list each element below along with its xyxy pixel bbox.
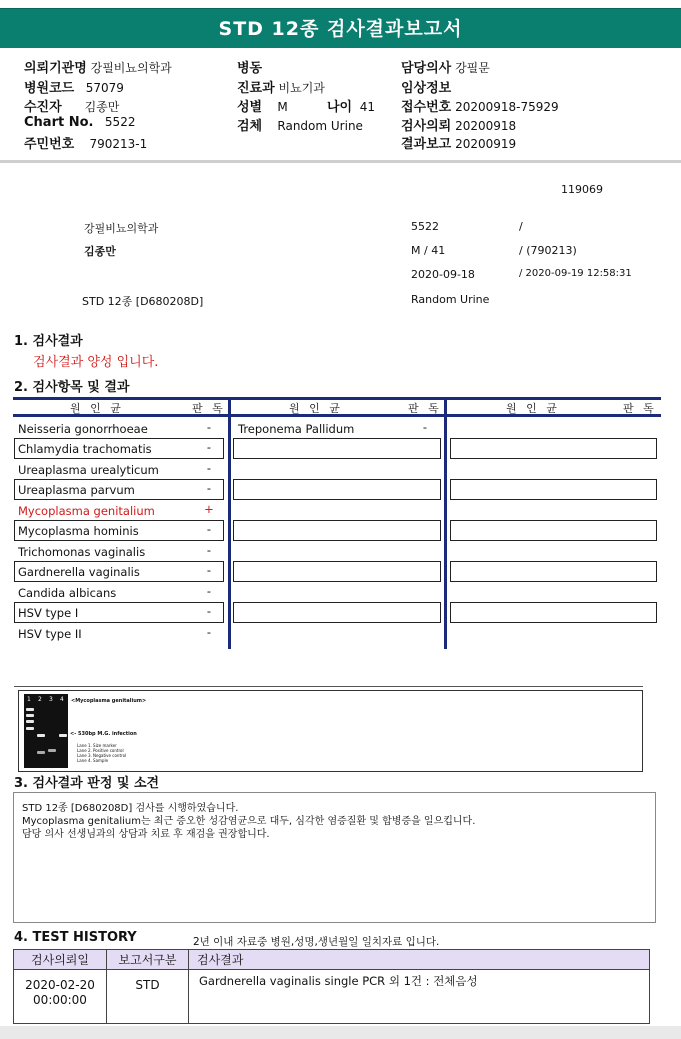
gel-legend: Lane 1. Size marker (77, 743, 117, 748)
gel-band (26, 720, 34, 723)
organism-name: Treponema Pallidum (238, 422, 355, 436)
organism-result: - (422, 420, 428, 434)
table-col-divider-1 (228, 397, 231, 649)
organism-name: Trichomonas vaginalis (18, 545, 146, 559)
history-header-date: 검사의뢰일 (14, 950, 107, 970)
gel-band (26, 727, 34, 730)
gel-image (24, 694, 68, 768)
organism-name: Candida albicans (18, 586, 117, 600)
section-2-title: 2. 검사항목 및 결과 (14, 380, 130, 395)
print-birth: / (790213) (519, 244, 577, 257)
print-test: STD 12종 [D680208D] (82, 295, 204, 308)
print-specimen: Random Urine (411, 293, 490, 306)
report-id: 119069 (561, 183, 603, 196)
empty-cell (450, 438, 657, 459)
history-type: STD (107, 970, 189, 1024)
th-organism-3: 원 인 균 (506, 402, 560, 415)
organism-result: - (206, 584, 212, 598)
organism-name: HSV type I (18, 606, 79, 620)
gel-band (37, 734, 45, 737)
organism-name: Gardnerella vaginalis (18, 565, 140, 579)
gel-legend: Lane 3. Negative control (77, 753, 127, 758)
organism-result: - (206, 625, 212, 639)
organism-result: - (206, 461, 212, 475)
organism-name: Mycoplasma hominis (18, 524, 139, 538)
gel-figure (18, 690, 643, 772)
opinion-line: STD 12종 [D680208D] 검사를 시행하였습니다. (22, 803, 239, 814)
th-judge-2: 판 독 (408, 402, 442, 415)
empty-cell (450, 561, 657, 582)
print-date: 2020-09-18 (411, 268, 475, 281)
table-col-divider-2 (444, 397, 447, 649)
header-receipt-no: 접수번호 20200918-75929 (401, 100, 559, 115)
header-ward: 병동 (237, 61, 263, 76)
organism-result-positive: + (204, 502, 214, 516)
history-date: 2020-02-20 (25, 978, 95, 992)
print-hospital: 강필비뇨의학과 (84, 222, 159, 235)
history-header-type: 보고서구분 (107, 950, 189, 970)
organism-result: - (206, 563, 212, 577)
opinion-line: 담당 의사 선생님과의 상담과 치료 후 재검을 권장합니다. (22, 829, 270, 840)
organism-result: - (206, 522, 212, 536)
empty-cell (233, 602, 441, 623)
gel-band (48, 749, 56, 752)
print-sex-age: M / 41 (411, 244, 446, 257)
empty-cell (450, 520, 657, 541)
print-patient: 김종만 (84, 245, 116, 258)
header-resident-no: 주민번호 790213-1 (24, 137, 148, 152)
gel-legend: Lane 2. Positive control (77, 748, 124, 753)
th-organism-1: 원 인 균 (70, 402, 124, 415)
gel-band (59, 734, 67, 737)
section-1-title: 1. 검사결과 (14, 334, 83, 349)
organism-result: - (206, 543, 212, 557)
header-hospital: 의뢰기관명 강필비뇨의학과 (24, 61, 172, 76)
header-dept: 진료과 비뇨기과 (237, 81, 325, 96)
section-3-title: 3. 검사결과 판정 및 소견 (14, 776, 160, 791)
header-specimen: 검체 Random Urine (237, 119, 363, 134)
gel-band (26, 708, 34, 711)
header-patient: 수진자 김종만 (24, 100, 120, 115)
organism-name-positive: Mycoplasma genitalium (18, 504, 155, 518)
empty-cell (233, 520, 441, 541)
gel-top-line (14, 686, 643, 687)
organism-result: - (206, 481, 212, 495)
gel-legend: Lane 4. Sample (77, 758, 109, 763)
gel-band (37, 751, 45, 754)
header-request-date: 검사의뢰 20200918 (401, 119, 517, 134)
empty-cell (450, 602, 657, 623)
empty-cell (233, 438, 441, 459)
print-chart: 5522 (411, 220, 439, 233)
organism-name: HSV type II (18, 627, 82, 641)
header-age: 나이 41 (327, 100, 376, 115)
history-row (14, 970, 650, 1024)
print-datetime: / 2020-09-19 12:58:31 (519, 268, 632, 279)
history-result: Gardnerella vaginalis single PCR 외 1건 : 전체음성 (189, 970, 650, 1024)
organism-name: Ureaplasma parvum (18, 483, 135, 497)
report-title: STD 12종 검사결과보고서 (218, 18, 463, 40)
empty-cell (450, 479, 657, 500)
header-doctor: 담당의사 강필문 (401, 61, 490, 76)
th-organism-2: 원 인 균 (289, 402, 343, 415)
lane-label: 3 (49, 696, 53, 703)
organism-name: Ureaplasma urealyticum (18, 463, 159, 477)
header-report-date: 결과보고 20200919 (401, 137, 517, 152)
header-clinical-info: 임상정보 (401, 81, 452, 96)
header-sex: 성별 M (237, 100, 288, 115)
bottom-bar (0, 1026, 681, 1039)
result-summary: 검사결과 양성 입니다. (33, 355, 159, 370)
gel-marker-label: <- 530bp M.G. infection (70, 731, 137, 737)
history-header-result: 검사결과 (189, 950, 650, 970)
report-title-bar (0, 8, 681, 48)
history-time: 00:00:00 (33, 993, 87, 1007)
th-judge-1: 판 독 (192, 402, 226, 415)
opinion-line: Mycoplasma genitalium는 최근 증오한 성감염균으로 대두, 심각한 염증질환 및 합병증을 일으킵니다. (22, 816, 476, 827)
organism-name: Chlamydia trachomatis (18, 442, 152, 456)
history-note: 2년 이내 자료중 병원,성명,생년월일 일치자료 입니다. (193, 936, 440, 948)
section-4-title: 4. TEST HISTORY (14, 930, 137, 945)
organism-result: - (206, 420, 212, 434)
header-hospital-code: 병원코드 57079 (24, 81, 124, 96)
gel-title: <Mycoplasma genitalium> (71, 698, 147, 704)
print-slash: / (519, 220, 523, 233)
history-date-cell (14, 970, 107, 1024)
organism-name: Neisseria gonorrhoeae (18, 422, 148, 436)
header-separator (0, 160, 681, 163)
th-judge-3: 판 독 (623, 402, 657, 415)
lane-label: 4 (60, 696, 64, 703)
organism-result: - (206, 440, 212, 454)
empty-cell (233, 561, 441, 582)
lane-label: 1 (27, 696, 31, 703)
header-chart-no: Chart No. 5522 (24, 115, 136, 130)
history-table (13, 949, 650, 1024)
gel-band (26, 714, 34, 717)
empty-cell (233, 479, 441, 500)
organism-result: - (206, 604, 212, 618)
lane-label: 2 (38, 696, 42, 703)
